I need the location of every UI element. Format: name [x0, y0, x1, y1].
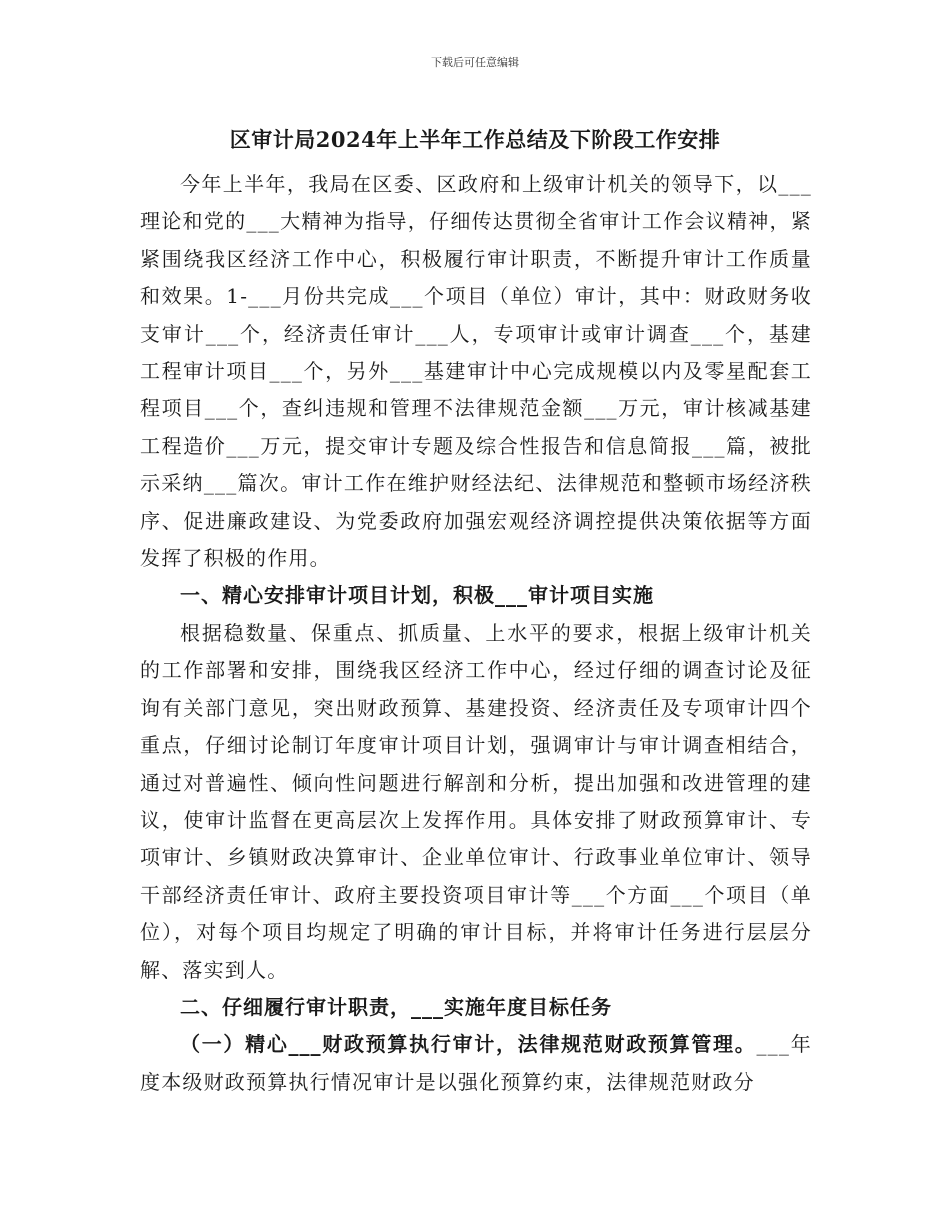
section1-heading: 一、精心安排审计项目计划，积极___审计项目实施 — [180, 583, 654, 608]
subsection1-body: ___年度本级财政预算执行情况审计是以强化预算约束，法律规范财政分 — [140, 1032, 812, 1094]
intro-paragraph: 今年上半年，我局在区委、区政府和上级审计机关的领导下，以___理论和党的___大精神为指导，仔细传达贯彻全省审计工作会议精神，紧紧围绕我区经济工作中心，积极履行审计职责，不断提升审计工作质量和效果。1-___月份共完成___个项目（单位）审计，其中：财政财务收支审计___个，经济责任审计___人，专项审计或审计调查___个，基建工程审计项目___个，另外___基建审计中心完成规模以内及零星配套工程项目___个，查纠违规和管理不法律规范金额___万元，审计核减基建工程造价___万元，提交审计专题及综合性报告和信息简报___篇，被批示采纳___篇次。审计工作在维护财经法纪、法律规范和整顿市场经济秩序、促进廉政建设、为党委政府加强宏观经济调控提供决策依据等方面发挥了积极的作用。 — [140, 172, 812, 571]
header-note: 下载后可任意编辑 — [431, 56, 519, 69]
section2-heading: 二、仔细履行审计职责，___实施年度目标任务 — [180, 994, 612, 1019]
subsection1-heading: （一）精心___财政预算执行审计，法律规范财政预算管理。 — [180, 1032, 757, 1057]
subsection1-paragraph — [140, 1026, 812, 1101]
document-title: 区审计局2024年上半年工作总结及下阶段工作安排 — [229, 127, 721, 152]
section1-paragraph: 根据稳数量、保重点、抓质量、上水平的要求，根据上级审计机关的工作部署和安排，围绕我区经济工作中心，经过仔细的调查讨论及征询有关部门意见，突出财政预算、基建投资、经济责任及专项审计四个重点，仔细讨论制订年度审计项目计划，强调审计与审计调查相结合，通过对普遍性、倾向性问题进行解剖和分析，提出加强和改进管理的建议，使审计监督在更高层次上发挥作用。具体安排了财政预算审计、专项审计、乡镇财政决算审计、企业单位审计、行政事业单位审计、领导干部经济责任审计、政府主要投资项目审计等___个方面___个项目（单位），对每个项目均规定了明确的审计目标，并将审计任务进行层层分解、落实到人。 — [140, 620, 812, 982]
document-body — [140, 166, 812, 1101]
